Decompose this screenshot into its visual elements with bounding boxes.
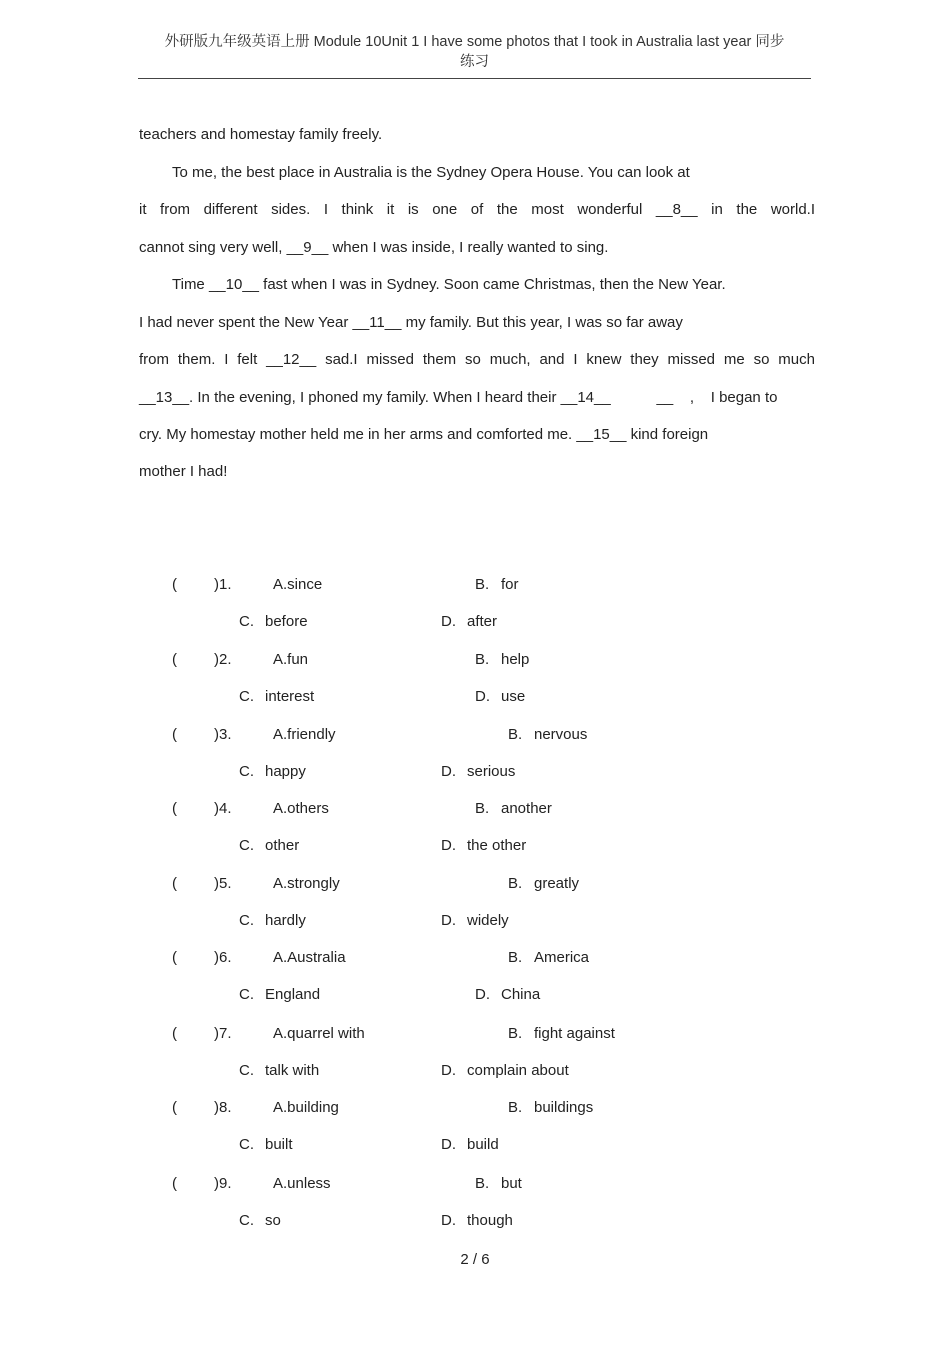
option-b-letter: B. bbox=[508, 1099, 523, 1116]
passage-word: much bbox=[778, 351, 815, 368]
option-c-letter: C. bbox=[239, 986, 254, 1003]
passage-line-7 bbox=[139, 351, 815, 368]
option-b bbox=[508, 1099, 593, 1116]
header-title-line2: 练习 bbox=[460, 54, 489, 70]
option-c bbox=[239, 1136, 293, 1153]
option-c-text: happy bbox=[265, 763, 306, 780]
option-b-letter: B. bbox=[475, 1175, 490, 1192]
answer-blank: ( bbox=[172, 800, 177, 817]
option-b-text: help bbox=[501, 651, 530, 668]
question-number: )3. bbox=[214, 726, 232, 743]
passage-word: of bbox=[470, 201, 484, 218]
answer-blank: ( bbox=[172, 1025, 177, 1042]
passage-line-6: I had never spent the New Year __11__ my family. But this year, I was so far away bbox=[139, 314, 683, 331]
option-b bbox=[508, 875, 579, 892]
option-c-letter: C. bbox=[239, 1212, 254, 1229]
option-c bbox=[239, 1062, 319, 1079]
passage-word: it bbox=[139, 201, 147, 218]
option-d-letter: D. bbox=[441, 1136, 456, 1153]
passage-word: the bbox=[736, 201, 758, 218]
passage-word: so bbox=[753, 351, 770, 368]
passage-line-8: __13__. In the evening, I phoned my family. When I heard their __14__ __ , I began to bbox=[139, 389, 778, 406]
option-b bbox=[475, 576, 519, 593]
passage-word: __12__ bbox=[266, 351, 317, 368]
answer-blank: ( bbox=[172, 1175, 177, 1192]
option-b bbox=[475, 800, 552, 817]
question-number: )8. bbox=[214, 1099, 232, 1116]
option-c-letter: C. bbox=[239, 763, 254, 780]
passage-word: them. bbox=[177, 351, 216, 368]
option-d-text: build bbox=[467, 1136, 499, 1153]
passage-word: world.I bbox=[770, 201, 815, 218]
option-b-text: fight against bbox=[534, 1025, 615, 1042]
option-a: A.since bbox=[273, 576, 323, 593]
option-d-text: serious bbox=[467, 763, 516, 780]
option-b-letter: B. bbox=[508, 1025, 523, 1042]
option-c bbox=[239, 912, 306, 929]
option-c bbox=[239, 763, 306, 780]
passage-word: is bbox=[407, 201, 419, 218]
passage-line-5: Time __10__ fast when I was in Sydney. Soon came Christmas, then the New Year. bbox=[172, 276, 726, 293]
option-c-text: interest bbox=[265, 688, 315, 705]
option-b-text: another bbox=[501, 800, 552, 817]
passage-line-10: mother I had! bbox=[139, 463, 228, 480]
passage-word: sad.I bbox=[325, 351, 358, 368]
option-c-text: England bbox=[265, 986, 321, 1003]
option-d-text: after bbox=[467, 613, 498, 630]
passage-word: I bbox=[224, 351, 229, 368]
question-number: )9. bbox=[214, 1175, 232, 1192]
option-d-letter: D. bbox=[441, 837, 456, 854]
option-d-text: though bbox=[467, 1212, 513, 1229]
passage-word: much, bbox=[489, 351, 531, 368]
option-a: A.quarrel with bbox=[273, 1025, 365, 1042]
option-d-text: China bbox=[501, 986, 541, 1003]
header-title-line1: 外研版九年级英语上册 Module 10Unit 1 I have some photos that I took in Australia last year 同步 bbox=[164, 34, 785, 50]
option-d-letter: D. bbox=[441, 763, 456, 780]
page-number: 2 / 6 bbox=[460, 1251, 490, 1268]
option-c-text: built bbox=[265, 1136, 293, 1153]
option-d-text: complain about bbox=[467, 1062, 569, 1079]
option-b-letter: B. bbox=[508, 726, 523, 743]
passage-word: me bbox=[723, 351, 745, 368]
option-d-letter: D. bbox=[441, 912, 456, 929]
option-c-letter: C. bbox=[239, 613, 254, 630]
option-d bbox=[475, 986, 540, 1003]
passage-word: think bbox=[341, 201, 374, 218]
answer-blank: ( bbox=[172, 576, 177, 593]
question-number: )2. bbox=[214, 651, 232, 668]
option-c-text: other bbox=[265, 837, 300, 854]
question-number: )6. bbox=[214, 949, 232, 966]
passage-word: from bbox=[139, 351, 169, 368]
option-d bbox=[441, 1212, 513, 1229]
passage-word: felt bbox=[237, 351, 258, 368]
option-d-text: use bbox=[501, 688, 526, 705]
option-d bbox=[475, 688, 525, 705]
option-d-letter: D. bbox=[441, 613, 456, 630]
option-c bbox=[239, 986, 320, 1003]
passage-word: in bbox=[711, 201, 723, 218]
option-b-letter: B. bbox=[508, 949, 523, 966]
option-d-letter: D. bbox=[475, 986, 490, 1003]
passage-line-4: cannot sing very well, __9__ when I was inside, I really wanted to sing. bbox=[139, 239, 609, 256]
option-b-text: nervous bbox=[534, 726, 588, 743]
option-d-text: the other bbox=[467, 837, 527, 854]
option-c-text: before bbox=[265, 613, 308, 630]
passage-line-9: cry. My homestay mother held me in her arms and comforted me. __15__ kind foreign bbox=[139, 426, 709, 443]
header-divider bbox=[138, 78, 811, 79]
passage-word: one bbox=[432, 201, 458, 218]
passage-word: and bbox=[539, 351, 565, 368]
answer-blank: ( bbox=[172, 651, 177, 668]
answer-blank: ( bbox=[172, 875, 177, 892]
option-a: A.fun bbox=[273, 651, 309, 668]
option-a: A.Australia bbox=[273, 949, 346, 966]
passage-word: missed bbox=[366, 351, 414, 368]
option-d bbox=[441, 613, 497, 630]
option-d bbox=[441, 912, 509, 929]
option-b bbox=[508, 949, 589, 966]
option-d bbox=[441, 837, 526, 854]
answer-blank: ( bbox=[172, 1099, 177, 1116]
passage-word: __8__ bbox=[655, 201, 698, 218]
option-b-letter: B. bbox=[475, 576, 490, 593]
option-c bbox=[239, 1212, 281, 1229]
option-b-text: America bbox=[534, 949, 590, 966]
option-b bbox=[508, 1025, 615, 1042]
question-number: )4. bbox=[214, 800, 232, 817]
option-c-letter: C. bbox=[239, 1136, 254, 1153]
option-c-text: talk with bbox=[265, 1062, 320, 1079]
answer-blank: ( bbox=[172, 949, 177, 966]
option-d bbox=[441, 1062, 569, 1079]
passage-word: from bbox=[160, 201, 191, 218]
option-c-letter: C. bbox=[239, 912, 254, 929]
option-d-letter: D. bbox=[441, 1212, 456, 1229]
option-c-text: hardly bbox=[265, 912, 306, 929]
question-number: )5. bbox=[214, 875, 232, 892]
option-d-letter: D. bbox=[475, 688, 490, 705]
passage-word: wonderful bbox=[577, 201, 643, 218]
passage-word: they bbox=[630, 351, 659, 368]
option-d bbox=[441, 1136, 499, 1153]
option-c-letter: C. bbox=[239, 688, 254, 705]
passage-line-3 bbox=[139, 201, 815, 218]
answer-blank: ( bbox=[172, 726, 177, 743]
passage-word: it bbox=[386, 201, 395, 218]
option-b-letter: B. bbox=[475, 800, 490, 817]
page-header bbox=[138, 32, 811, 72]
option-c bbox=[239, 613, 308, 630]
option-d-letter: D. bbox=[441, 1062, 456, 1079]
passage-word: them bbox=[422, 351, 457, 368]
option-c-letter: C. bbox=[239, 1062, 254, 1079]
option-b-text: but bbox=[501, 1175, 522, 1192]
passage-word: knew bbox=[586, 351, 622, 368]
option-a: A.friendly bbox=[273, 726, 336, 743]
option-c bbox=[239, 688, 314, 705]
option-d bbox=[441, 763, 515, 780]
option-b-letter: B. bbox=[475, 651, 490, 668]
option-b bbox=[475, 651, 529, 668]
passage-line-2: To me, the best place in Australia is the Sydney Opera House. You can look at bbox=[172, 164, 690, 181]
passage-word: the bbox=[496, 201, 518, 218]
passage-word: I bbox=[323, 201, 328, 218]
passage-word: sides. bbox=[271, 201, 311, 218]
option-a: A.strongly bbox=[273, 875, 340, 892]
passage-line-1: teachers and homestay family freely. bbox=[139, 126, 383, 143]
passage-word: most bbox=[531, 201, 564, 218]
option-b bbox=[508, 726, 587, 743]
option-b-text: buildings bbox=[534, 1099, 594, 1116]
passage-word: missed bbox=[667, 351, 716, 368]
option-a: A.others bbox=[273, 800, 329, 817]
option-c bbox=[239, 837, 299, 854]
option-b-letter: B. bbox=[508, 875, 523, 892]
passage-word: different bbox=[203, 201, 258, 218]
option-b-text: for bbox=[501, 576, 519, 593]
option-a: A.unless bbox=[273, 1175, 331, 1192]
option-c-letter: C. bbox=[239, 837, 254, 854]
passage-word: so bbox=[465, 351, 481, 368]
option-c-text: so bbox=[265, 1212, 281, 1229]
option-b bbox=[475, 1175, 522, 1192]
question-number: )1. bbox=[214, 576, 232, 593]
passage-word: I bbox=[573, 351, 578, 368]
option-b-text: greatly bbox=[534, 875, 580, 892]
option-a: A.building bbox=[273, 1099, 339, 1116]
option-d-text: widely bbox=[467, 912, 509, 929]
question-number: )7. bbox=[214, 1025, 232, 1042]
